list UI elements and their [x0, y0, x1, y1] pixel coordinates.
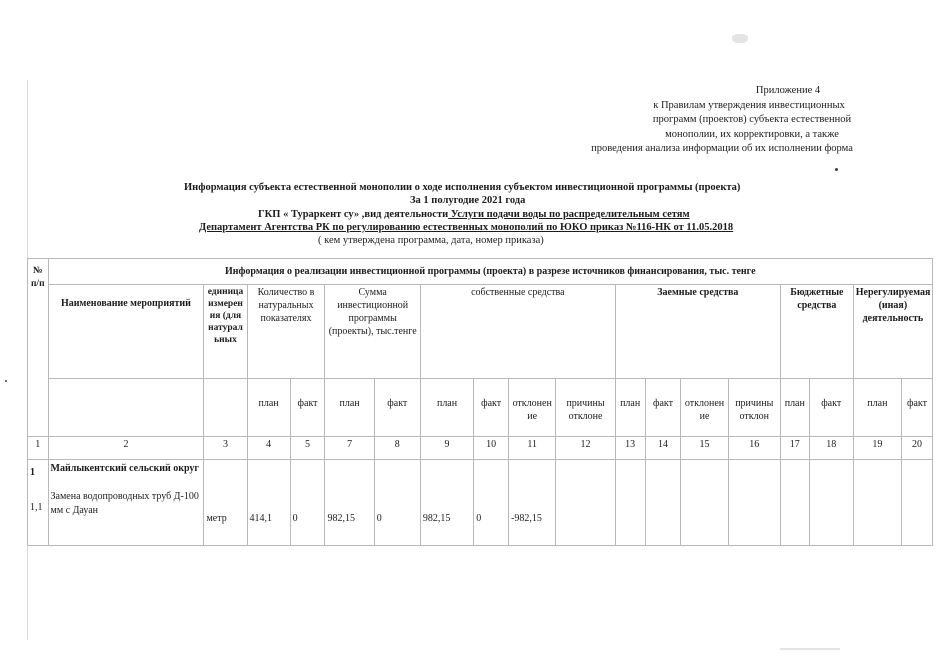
col-number-header: № п/п: [28, 259, 49, 437]
scan-smudge: [732, 34, 748, 43]
investment-table: [27, 258, 933, 546]
col-index: 13: [615, 437, 645, 460]
row-loan-deviation: [681, 460, 728, 546]
col-index: 10: [474, 437, 509, 460]
heading-company-name: ГКП « Тураркент су» ,вид деятельности: [258, 209, 449, 220]
sub-fact: факт: [809, 379, 853, 437]
sub-plan: план: [853, 379, 901, 437]
row-budget-plan: [780, 460, 809, 546]
row-sum-fact: 0: [374, 460, 420, 546]
annex-line: проведения анализа информации об их исполнении форма: [591, 143, 853, 154]
row-loan-reasons: [728, 460, 780, 546]
header-budget-funds: Бюджетные средства: [780, 285, 853, 379]
row-sum-plan: 982,15: [325, 460, 374, 546]
col-index: 5: [290, 437, 325, 460]
annex-line: к Правилам утверждения инвестиционных: [653, 99, 845, 111]
main-header: Информация о реализации инвестиционной программы (проекта) в разрезе источников финансирования, тыс. тенге: [48, 259, 932, 285]
col-index: 2: [48, 437, 204, 460]
col-index: 3: [204, 437, 247, 460]
annex-block: [575, 84, 905, 157]
col-index: 19: [853, 437, 901, 460]
sub-reasons: причины отклоне: [556, 379, 616, 437]
column-number-row: [28, 437, 933, 460]
header-loan-funds: Заемные средства: [615, 285, 780, 379]
row-budget-fact: [809, 460, 853, 546]
section-title: Майлыкентский сельский округ: [50, 463, 199, 474]
sub-fact: факт: [290, 379, 325, 437]
sub-reasons: причины отклон: [728, 379, 780, 437]
row-qty-fact: 0: [290, 460, 325, 546]
sub-plan: план: [615, 379, 645, 437]
row-loan-fact: [645, 460, 681, 546]
row-name-cell: [48, 460, 204, 546]
header-unit: единица измерения (для натуральных: [204, 285, 247, 379]
sub-deviation: отклонение: [681, 379, 728, 437]
header-spacer: [48, 379, 204, 437]
header-sum: Сумма инвестиционной программы (проекты), тыс.тенге: [325, 285, 420, 379]
sub-plan: план: [247, 379, 290, 437]
annex-title: Приложение 4: [755, 85, 821, 96]
measure-name: Замена водопроводных труб Д-100 мм с Дауан: [50, 491, 199, 516]
row-own-plan: 982,15: [420, 460, 473, 546]
heading-approval-note: ( кем утверждена программа, дата, номер приказа): [318, 235, 544, 246]
heading-title: Информация субъекта естественной монополии о ходе исполнения субъектом инвестиционной программы (проекта): [184, 182, 741, 193]
col-index: 15: [681, 437, 728, 460]
row-own-deviation: -982,15: [509, 460, 556, 546]
sub-plan: план: [780, 379, 809, 437]
col-index: 16: [728, 437, 780, 460]
sub-plan: план: [325, 379, 374, 437]
col-index: 11: [509, 437, 556, 460]
row-own-fact: 0: [474, 460, 509, 546]
heading-period: За 1 полугодие 2021 года: [410, 195, 526, 206]
col-index: 7: [325, 437, 374, 460]
heading-company: [258, 208, 690, 222]
scan-speck: [5, 380, 7, 382]
table-row: [28, 460, 933, 546]
sub-fact: факт: [901, 379, 932, 437]
row-other-plan: [853, 460, 901, 546]
col-index: 9: [420, 437, 473, 460]
col-index: 12: [556, 437, 616, 460]
header-row-sub: [28, 379, 933, 437]
row-own-reasons: [556, 460, 616, 546]
col-index: 8: [374, 437, 420, 460]
sub-fact: факт: [474, 379, 509, 437]
col-index: 14: [645, 437, 681, 460]
col-index: 20: [901, 437, 932, 460]
heading-approval: Департамент Агентства РК по регулированию естественных монополий по ЮКО приказ №116-НК от 11.05.2018: [199, 222, 734, 233]
col-index: 4: [247, 437, 290, 460]
sub-deviation: отклонение: [509, 379, 556, 437]
col-index: 17: [780, 437, 809, 460]
sub-fact: факт: [645, 379, 681, 437]
scan-speck: [835, 168, 838, 171]
col-index: 18: [809, 437, 853, 460]
row-unit: метр: [204, 460, 247, 546]
row-subnumber: 1,1: [30, 502, 43, 513]
sub-fact: факт: [374, 379, 420, 437]
heading-activity: Услуги подачи воды по распределительным сетям: [448, 209, 690, 220]
row-qty-plan: 414,1: [247, 460, 290, 546]
header-other-activity: Нерегулируемая (иная) деятельность: [853, 285, 932, 379]
row-number-cell: [28, 460, 49, 546]
header-qty: Количество в натуральных показателях: [247, 285, 325, 379]
header-spacer: [204, 379, 247, 437]
row-loan-plan: [615, 460, 645, 546]
row-other-fact: [901, 460, 932, 546]
header-own-funds: собственные средства: [420, 285, 615, 379]
col-index: 1: [28, 437, 49, 460]
header-row-groups: [28, 285, 933, 379]
annex-line: монополии, их корректировки, а также: [665, 128, 839, 140]
sub-plan: план: [420, 379, 473, 437]
header-name: Наименование мероприятий: [48, 285, 204, 379]
header-row-main: [28, 259, 933, 285]
scan-smudge: [780, 648, 840, 650]
annex-line: программ (проектов) субъекта естественной: [652, 114, 852, 125]
row-number: 1: [30, 467, 35, 478]
